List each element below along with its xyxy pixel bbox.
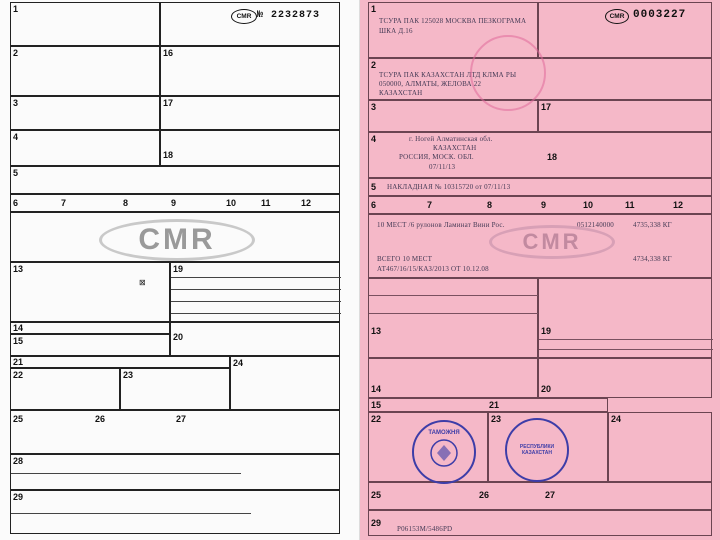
sender-line-1: ТСУРА ПАК 125028 МОСКВА ПЕЗКОГРАМА bbox=[379, 17, 527, 25]
box-number: 22 bbox=[13, 370, 24, 380]
consignee-line-3: КАЗАХСТАН bbox=[379, 89, 423, 97]
cmr-watermark: CMR bbox=[99, 219, 255, 261]
consignee-line-1: ТСУРА ПАК КАЗАХСТАН ЛТД КЛМА РЫ bbox=[379, 71, 517, 79]
side-margin-text bbox=[2, 60, 7, 520]
goods-description: 10 МЕСТ /6 рулонов Ламинат Вини Рос. bbox=[377, 221, 505, 229]
box-number: 15 bbox=[371, 400, 382, 410]
box-number: 26 bbox=[95, 414, 106, 424]
box-number: 9 bbox=[541, 200, 547, 210]
box-number: 25 bbox=[371, 490, 382, 500]
box-number: 27 bbox=[176, 414, 187, 424]
box-number: 21 bbox=[13, 357, 24, 367]
box-19-charges bbox=[538, 278, 712, 358]
box-number: 6 bbox=[371, 200, 377, 210]
box-number: 24 bbox=[611, 414, 622, 424]
box-number: 23 bbox=[491, 414, 502, 424]
box-number: 15 bbox=[13, 336, 24, 346]
box-number: 21 bbox=[489, 400, 500, 410]
box-number: 29 bbox=[13, 492, 24, 502]
box-24 bbox=[608, 412, 712, 482]
box-number: 1 bbox=[371, 4, 377, 14]
box-15 bbox=[10, 334, 170, 356]
box-number: 11 bbox=[625, 200, 635, 210]
box-5-documents bbox=[368, 178, 712, 196]
box-number: 4 bbox=[371, 134, 377, 144]
footer-code: Р06153М/5486РD bbox=[397, 525, 453, 533]
box-4-taking-over bbox=[368, 132, 712, 178]
goods-area bbox=[368, 214, 712, 278]
box-21-established bbox=[10, 356, 230, 368]
invoice-reference: НАКЛАДНАЯ № 10315720 от 07/11/13 bbox=[387, 183, 511, 191]
cmr-badge: CMR bbox=[605, 9, 629, 24]
box-24 bbox=[230, 356, 340, 410]
consignee-line-2: 050000, АЛМАТЫ, ЖЕЛОВА 22 bbox=[379, 80, 482, 88]
delivery-country: КАЗАХСТАН bbox=[433, 144, 477, 152]
box-5-documents bbox=[10, 166, 340, 194]
delivery-place: г. Ногей Алматинская обл. bbox=[409, 135, 493, 143]
box-number: 23 bbox=[123, 370, 134, 380]
goods-header-row bbox=[10, 194, 340, 212]
box-number: 16 bbox=[163, 48, 174, 58]
box-number: 3 bbox=[371, 102, 377, 112]
box-number: 11 bbox=[261, 198, 271, 208]
sender-line-2: ШКА Д.16 bbox=[379, 27, 413, 35]
box-number: 6 bbox=[13, 198, 19, 208]
goods-area bbox=[10, 212, 340, 262]
box-21-established bbox=[368, 398, 608, 412]
box-25-26-27-row bbox=[10, 410, 340, 454]
goods-gross-weight: 4735,338 КГ bbox=[633, 221, 672, 229]
box-20-special-agreements bbox=[538, 358, 712, 398]
box-number: 14 bbox=[371, 384, 382, 394]
box-20-special-agreements bbox=[170, 322, 340, 356]
total-places: ВСЕГО 10 МЕСТ bbox=[377, 255, 433, 263]
box-number: 12 bbox=[301, 198, 312, 208]
box-number: 9 bbox=[171, 198, 177, 208]
header-title-block bbox=[160, 2, 340, 46]
box-22 bbox=[10, 368, 120, 410]
taking-over-date: 07/11/13 bbox=[429, 163, 456, 171]
stamp-text-2: РЕСПУБЛИКИ КАЗАХСТАН bbox=[519, 444, 555, 456]
box-23 bbox=[120, 368, 230, 410]
box-number: 26 bbox=[479, 490, 490, 500]
box-25-26-27-row bbox=[368, 482, 712, 510]
customs-stamp-2 bbox=[505, 418, 569, 482]
box-number: 10 bbox=[226, 198, 237, 208]
box-number: 24 bbox=[233, 358, 244, 368]
accompanying-docs: АТ467/16/15/КАЗ/2013 ОТ 10.12.08 bbox=[377, 265, 489, 273]
stamp-emblem-icon bbox=[429, 438, 459, 468]
customs-stamp bbox=[412, 420, 476, 484]
box-1-sender bbox=[10, 2, 160, 46]
taking-over-place: РОССИЯ, МОСК. ОБЛ. bbox=[399, 153, 474, 161]
box-number: 20 bbox=[173, 332, 184, 342]
serial-number: № 2232873 bbox=[257, 10, 321, 21]
box-number: 22 bbox=[371, 414, 382, 424]
box-number: 1 bbox=[13, 4, 19, 14]
box-number: 4 bbox=[13, 132, 19, 142]
box-19-charges bbox=[170, 262, 340, 322]
box-3-delivery-place bbox=[10, 96, 160, 130]
box-16-carrier bbox=[160, 46, 340, 96]
box-number: 3 bbox=[13, 98, 19, 108]
box-number: 14 bbox=[13, 323, 24, 333]
box-number: 18 bbox=[163, 150, 174, 160]
box-number: 17 bbox=[541, 102, 552, 112]
box-number: 2 bbox=[371, 60, 377, 70]
box-14-cash-on-delivery bbox=[368, 358, 538, 398]
box-number: 7 bbox=[427, 200, 433, 210]
box-number: 13 bbox=[13, 264, 24, 274]
box-2-consignee bbox=[10, 46, 160, 96]
box-13-instructions bbox=[10, 262, 170, 322]
stamp-text: ТАМОЖНЯ bbox=[428, 430, 460, 436]
box-number: 17 bbox=[163, 98, 174, 108]
box-number: 5 bbox=[371, 182, 377, 192]
serial-number: 0003227 bbox=[633, 9, 687, 21]
box-number: 28 bbox=[13, 456, 24, 466]
box-number: 13 bbox=[371, 326, 382, 336]
cmr-form-filled bbox=[360, 0, 720, 540]
box-number: 18 bbox=[547, 152, 558, 162]
box-number: 12 bbox=[673, 200, 684, 210]
box-number: 29 bbox=[371, 518, 382, 528]
box-number: 7 bbox=[61, 198, 67, 208]
box-number: 5 bbox=[13, 168, 19, 178]
total-weight: 4734,338 КГ bbox=[633, 255, 672, 263]
box-number: 8 bbox=[487, 200, 493, 210]
faint-stamp bbox=[470, 35, 546, 111]
box-4-taking-over bbox=[10, 130, 160, 166]
box-17-successive-carriers bbox=[160, 96, 340, 130]
cmr-badge: CMR bbox=[231, 9, 257, 24]
box-17-successive-carriers bbox=[538, 100, 712, 132]
cmr-watermark: CMR bbox=[489, 225, 615, 259]
header-title-block bbox=[538, 2, 712, 58]
goods-header-row bbox=[368, 196, 712, 214]
box-number: 10 bbox=[583, 200, 594, 210]
box-13-instructions bbox=[368, 278, 538, 358]
goods-code: 0512140000 bbox=[577, 221, 614, 229]
checkbox-mark: ⊠ bbox=[139, 278, 146, 287]
box-number: 19 bbox=[173, 264, 184, 274]
box-29 bbox=[368, 510, 712, 536]
box-number: 20 bbox=[541, 384, 552, 394]
box-number: 2 bbox=[13, 48, 19, 58]
box-28 bbox=[10, 454, 340, 490]
box-number: 8 bbox=[123, 198, 129, 208]
box-number: 19 bbox=[541, 326, 552, 336]
box-number: 27 bbox=[545, 490, 556, 500]
box-29 bbox=[10, 490, 340, 534]
box-14-cash-on-delivery bbox=[10, 322, 170, 334]
box-18-reservations bbox=[160, 130, 340, 166]
box-number: 25 bbox=[13, 414, 24, 424]
